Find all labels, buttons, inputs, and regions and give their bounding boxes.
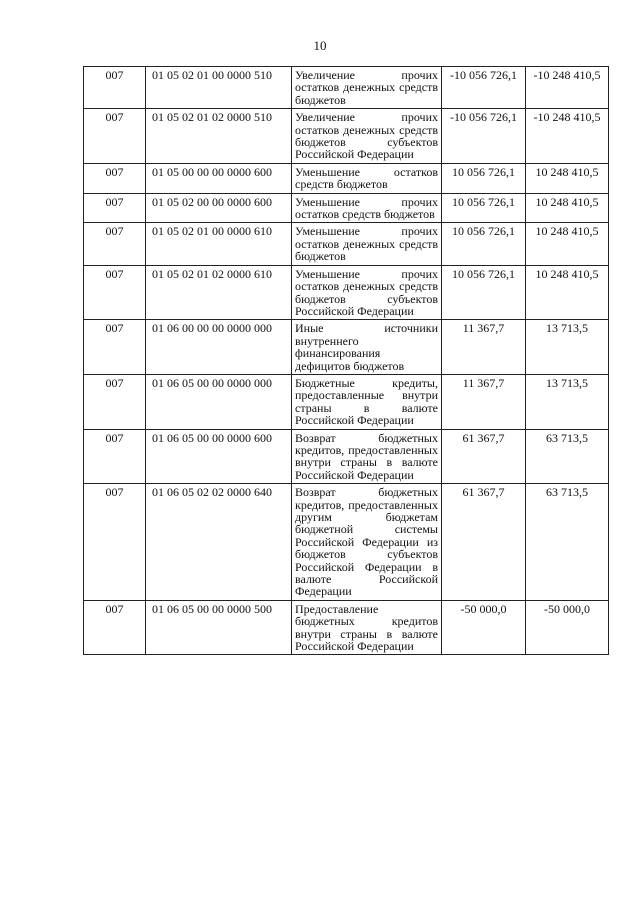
source-name-cell: Уменьшение прочих остатков средств бюджетов bbox=[292, 193, 442, 223]
budget-code-cell: 01 06 05 00 00 0000 600 bbox=[146, 429, 292, 484]
budget-code-cell: 01 06 00 00 00 0000 000 bbox=[146, 320, 292, 375]
budget-code-cell: 01 05 02 01 00 0000 510 bbox=[146, 67, 292, 109]
admin-code-cell: 007 bbox=[84, 163, 146, 193]
budget-code-cell: 01 05 00 00 00 0000 600 bbox=[146, 163, 292, 193]
amount-year2-cell: -50 000,0 bbox=[526, 600, 609, 655]
table-row bbox=[84, 223, 609, 265]
amount-year2-cell: 13 713,5 bbox=[526, 320, 609, 375]
amount-year1-cell: -50 000,0 bbox=[442, 600, 526, 655]
amount-year1-cell: -10 056 726,1 bbox=[442, 67, 526, 109]
admin-code-cell: 007 bbox=[84, 320, 146, 375]
source-name-cell: Возврат бюджетных кредитов, предоставленных внутри страны в валюте Российской Федерации bbox=[292, 429, 442, 484]
budget-code-cell: 01 05 02 01 00 0000 610 bbox=[146, 223, 292, 265]
page-number: 10 bbox=[313, 38, 327, 53]
amount-year1-cell: 10 056 726,1 bbox=[442, 265, 526, 320]
source-name-cell: Бюджетные кредиты, предоставленные внутри страны в валюте Российской Федерации bbox=[292, 374, 442, 429]
amount-year2-cell: 10 248 410,5 bbox=[526, 163, 609, 193]
amount-year1-cell: 61 367,7 bbox=[442, 429, 526, 484]
budget-code-cell: 01 05 02 00 00 0000 600 bbox=[146, 193, 292, 223]
admin-code-cell: 007 bbox=[84, 265, 146, 320]
amount-year1-cell: 61 367,7 bbox=[442, 484, 526, 601]
admin-code-cell: 007 bbox=[84, 193, 146, 223]
amount-year2-cell: 63 713,5 bbox=[526, 484, 609, 601]
budget-sources-table bbox=[83, 66, 609, 655]
amount-year2-cell: -10 248 410,5 bbox=[526, 109, 609, 164]
amount-year1-cell: 10 056 726,1 bbox=[442, 223, 526, 265]
budget-code-cell: 01 06 05 00 00 0000 000 bbox=[146, 374, 292, 429]
table-body bbox=[84, 67, 609, 655]
source-name-cell: Предоставление бюджетных кредитов внутри страны в валюте Российской Федерации bbox=[292, 600, 442, 655]
source-name-cell: Уменьшение прочих остатков денежных средств бюджетов субъектов Российской Федерации bbox=[292, 265, 442, 320]
amount-year2-cell: 10 248 410,5 bbox=[526, 265, 609, 320]
admin-code-cell: 007 bbox=[84, 600, 146, 655]
budget-code-cell: 01 05 02 01 02 0000 510 bbox=[146, 109, 292, 164]
budget-code-cell: 01 05 02 01 02 0000 610 bbox=[146, 265, 292, 320]
admin-code-cell: 007 bbox=[84, 374, 146, 429]
amount-year1-cell: 10 056 726,1 bbox=[442, 163, 526, 193]
table-row bbox=[84, 320, 609, 375]
amount-year1-cell: 11 367,7 bbox=[442, 320, 526, 375]
amount-year2-cell: 13 713,5 bbox=[526, 374, 609, 429]
table-row bbox=[84, 600, 609, 655]
amount-year1-cell: 10 056 726,1 bbox=[442, 193, 526, 223]
table-row bbox=[84, 265, 609, 320]
source-name-cell: Увеличение прочих остатков денежных средств бюджетов субъектов Российской Федерации bbox=[292, 109, 442, 164]
budget-code-cell: 01 06 05 00 00 0000 500 bbox=[146, 600, 292, 655]
table-row bbox=[84, 193, 609, 223]
table-row bbox=[84, 163, 609, 193]
source-name-cell: Уменьшение остатков средств бюджетов bbox=[292, 163, 442, 193]
amount-year2-cell: 10 248 410,5 bbox=[526, 223, 609, 265]
source-name-cell: Возврат бюджетных кредитов, предоставленных другим бюджетам бюджетной системы Российской Федерации из бюджетов субъектов Российской Федерации в валюте Российской Федерации bbox=[292, 484, 442, 601]
admin-code-cell: 007 bbox=[84, 429, 146, 484]
amount-year2-cell: -10 248 410,5 bbox=[526, 67, 609, 109]
admin-code-cell: 007 bbox=[84, 223, 146, 265]
table-row bbox=[84, 484, 609, 601]
admin-code-cell: 007 bbox=[84, 109, 146, 164]
source-name-cell: Иные источники внутреннего финансирования дефицитов бюджетов bbox=[292, 320, 442, 375]
budget-code-cell: 01 06 05 02 02 0000 640 bbox=[146, 484, 292, 601]
admin-code-cell: 007 bbox=[84, 67, 146, 109]
amount-year1-cell: -10 056 726,1 bbox=[442, 109, 526, 164]
table-row bbox=[84, 374, 609, 429]
source-name-cell: Увеличение прочих остатков денежных средств бюджетов bbox=[292, 67, 442, 109]
source-name-cell: Уменьшение прочих остатков денежных средств бюджетов bbox=[292, 223, 442, 265]
table-row bbox=[84, 429, 609, 484]
table-row bbox=[84, 109, 609, 164]
amount-year2-cell: 10 248 410,5 bbox=[526, 193, 609, 223]
amount-year2-cell: 63 713,5 bbox=[526, 429, 609, 484]
admin-code-cell: 007 bbox=[84, 484, 146, 601]
table-row bbox=[84, 67, 609, 109]
amount-year1-cell: 11 367,7 bbox=[442, 374, 526, 429]
